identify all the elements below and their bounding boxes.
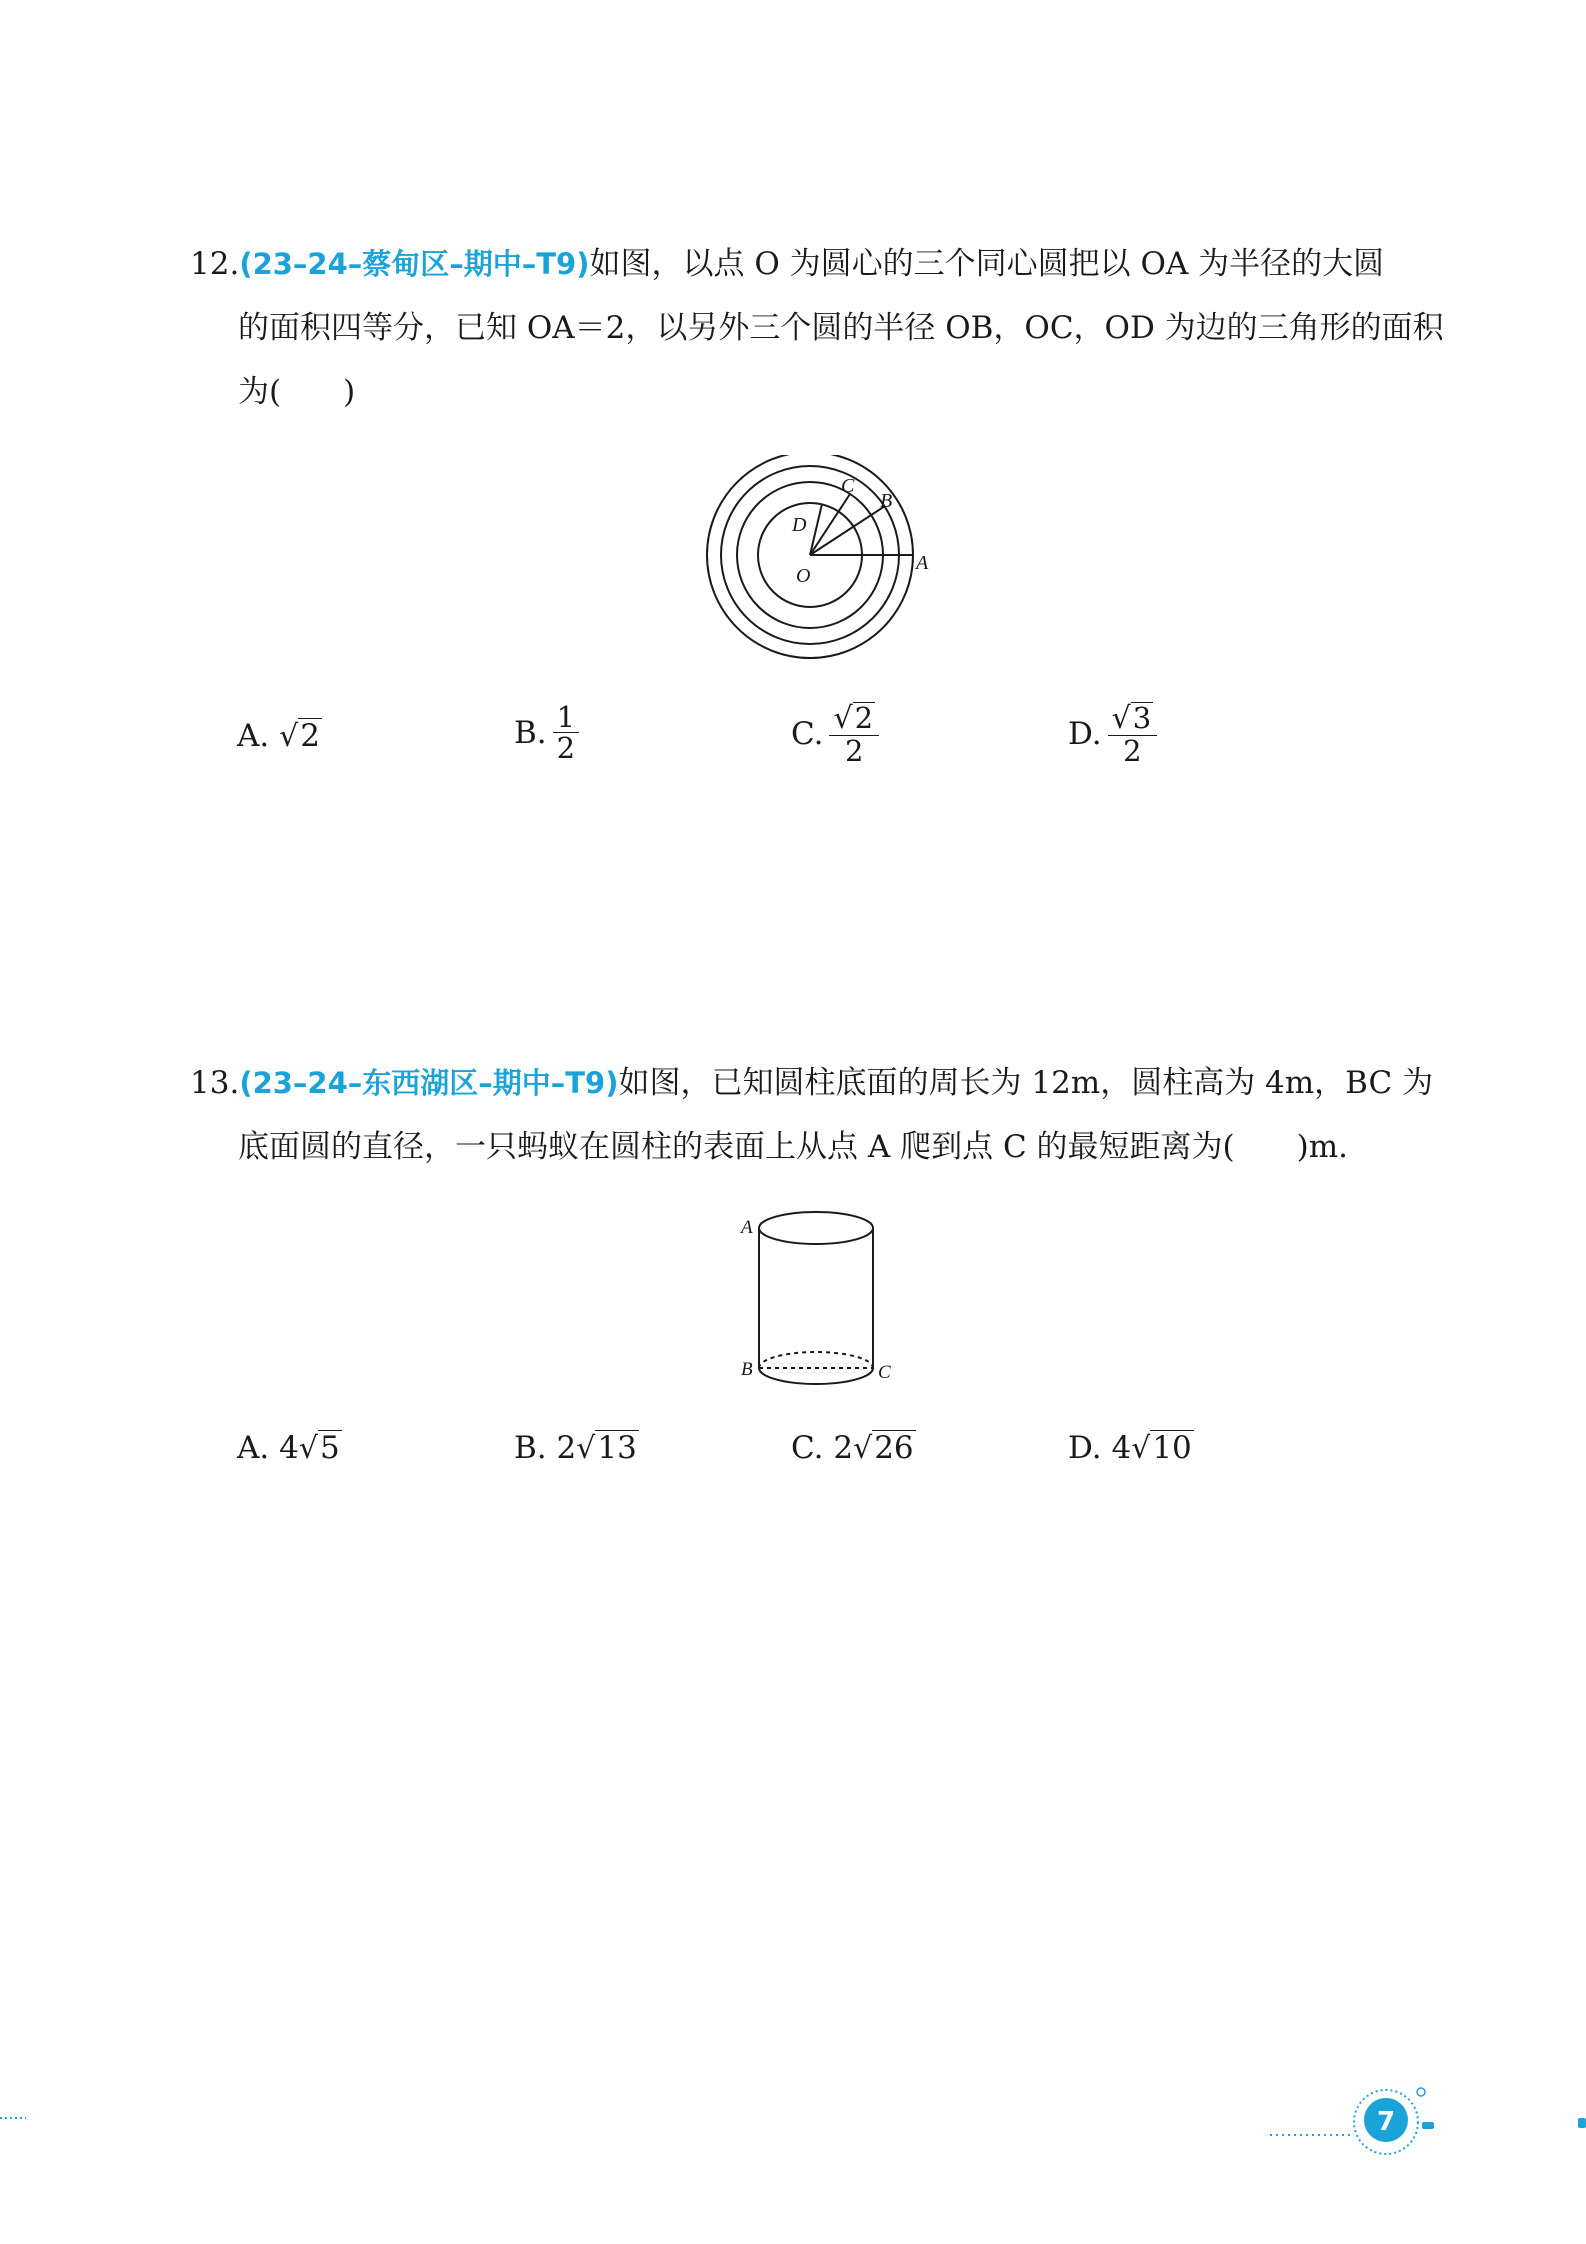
question-source: (23–24–蔡甸区–期中–T9) xyxy=(239,247,590,281)
badge-small-ring xyxy=(1417,2088,1425,2096)
question-text: 如图，已知圆柱底面的周长为 12m，圆柱高为 4m，BC 为 xyxy=(618,1065,1434,1101)
radical-sign: √ xyxy=(853,1430,873,1466)
radicand: 26 xyxy=(874,1430,914,1467)
coefficient: 2 xyxy=(833,1430,854,1466)
q13-option-a[interactable] xyxy=(237,1430,342,1466)
fraction xyxy=(553,702,579,764)
question-text: 如图，以点 O 为圆心的三个同心圆把以 OA 为半径的大圆 xyxy=(589,246,1385,282)
radical-sign: √ xyxy=(1131,1430,1151,1466)
coefficient: 4 xyxy=(1111,1430,1132,1466)
question-number: 13. xyxy=(190,1065,240,1101)
fraction xyxy=(1108,702,1158,766)
numerator xyxy=(829,702,879,736)
radicand: 2 xyxy=(854,701,874,735)
radicand: 5 xyxy=(319,1430,340,1467)
question-13-line-2: 底面圆的直径，一只蚂蚁在圆柱的表面上从点 A 爬到点 C 的最短距离为( )m. xyxy=(238,1129,1348,1165)
sqrt xyxy=(1131,1430,1194,1465)
radical-sign: √ xyxy=(1111,701,1131,737)
cylinder-top xyxy=(759,1212,873,1244)
sqrt xyxy=(299,1430,342,1465)
sqrt xyxy=(833,702,875,735)
question-12-line-2: 的面积四等分，已知 OA＝2，以另外三个圆的半径 OB，OC，OD 为边的三角形的面积 xyxy=(238,310,1444,346)
numerator xyxy=(1108,702,1158,736)
question-13-line-1 xyxy=(190,1051,1434,1115)
q12-option-d[interactable] xyxy=(1068,702,1157,766)
label-a: A xyxy=(741,1217,753,1238)
question-source: (23–24–东西湖区–期中–T9) xyxy=(239,1066,619,1100)
cylinder-bottom-front xyxy=(759,1368,873,1384)
label-d: D xyxy=(792,514,807,536)
question-13 xyxy=(190,1051,1434,1179)
label-o: O xyxy=(796,565,811,587)
page-number: 7 xyxy=(1376,2107,1396,2137)
sqrt xyxy=(1112,702,1154,735)
footer-left-dots xyxy=(0,2100,30,2130)
option-label: B. xyxy=(514,1430,547,1466)
concentric-circles-figure xyxy=(700,455,940,665)
radical-sign: √ xyxy=(298,1430,318,1466)
option-label: B. xyxy=(514,714,547,751)
sqrt xyxy=(853,1430,916,1465)
label-b: B xyxy=(880,490,893,512)
coefficient: 2 xyxy=(556,1430,577,1466)
question-12-line-1 xyxy=(190,232,1410,296)
label-c: C xyxy=(841,475,855,497)
label-c: C xyxy=(878,1362,891,1383)
cylinder-figure xyxy=(730,1200,910,1390)
option-label: C. xyxy=(791,1430,824,1466)
option-label: A. xyxy=(237,1430,270,1466)
denominator: 2 xyxy=(1123,733,1142,768)
fraction xyxy=(829,702,879,766)
q13-option-d[interactable] xyxy=(1068,1430,1194,1466)
option-label: D. xyxy=(1068,716,1102,753)
q12-option-a[interactable] xyxy=(237,718,322,754)
option-label: D. xyxy=(1068,1430,1102,1466)
footer-edge-mark xyxy=(1578,2118,1586,2128)
denominator: 2 xyxy=(556,731,576,766)
question-12-line-3: 为( ) xyxy=(238,374,356,410)
q13-option-c[interactable] xyxy=(791,1430,916,1466)
numerator: 1 xyxy=(553,702,579,733)
label-b: B xyxy=(741,1359,753,1380)
radicand: 3 xyxy=(1132,701,1152,735)
q12-option-c[interactable] xyxy=(791,702,879,766)
radicand: 13 xyxy=(597,1430,637,1467)
denominator: 2 xyxy=(845,733,864,768)
q13-option-b[interactable] xyxy=(514,1430,639,1466)
question-12 xyxy=(190,232,1444,424)
radical-sign: √ xyxy=(279,718,299,754)
coefficient: 4 xyxy=(279,1430,299,1466)
radius-ob xyxy=(810,506,885,555)
page-number-badge xyxy=(1270,2078,1586,2168)
radical-sign: √ xyxy=(576,1430,596,1466)
cylinder-bottom-back xyxy=(759,1352,873,1368)
sqrt xyxy=(279,718,322,753)
radicand: 2 xyxy=(300,718,320,755)
badge-tab xyxy=(1422,2122,1434,2129)
radicand: 10 xyxy=(1152,1430,1192,1467)
option-label: C. xyxy=(791,716,824,753)
option-label: A. xyxy=(237,718,270,754)
label-a: A xyxy=(916,552,929,574)
q12-option-b[interactable] xyxy=(514,702,579,764)
radical-sign: √ xyxy=(833,701,853,737)
sqrt xyxy=(576,1430,639,1465)
question-number: 12. xyxy=(190,246,240,282)
